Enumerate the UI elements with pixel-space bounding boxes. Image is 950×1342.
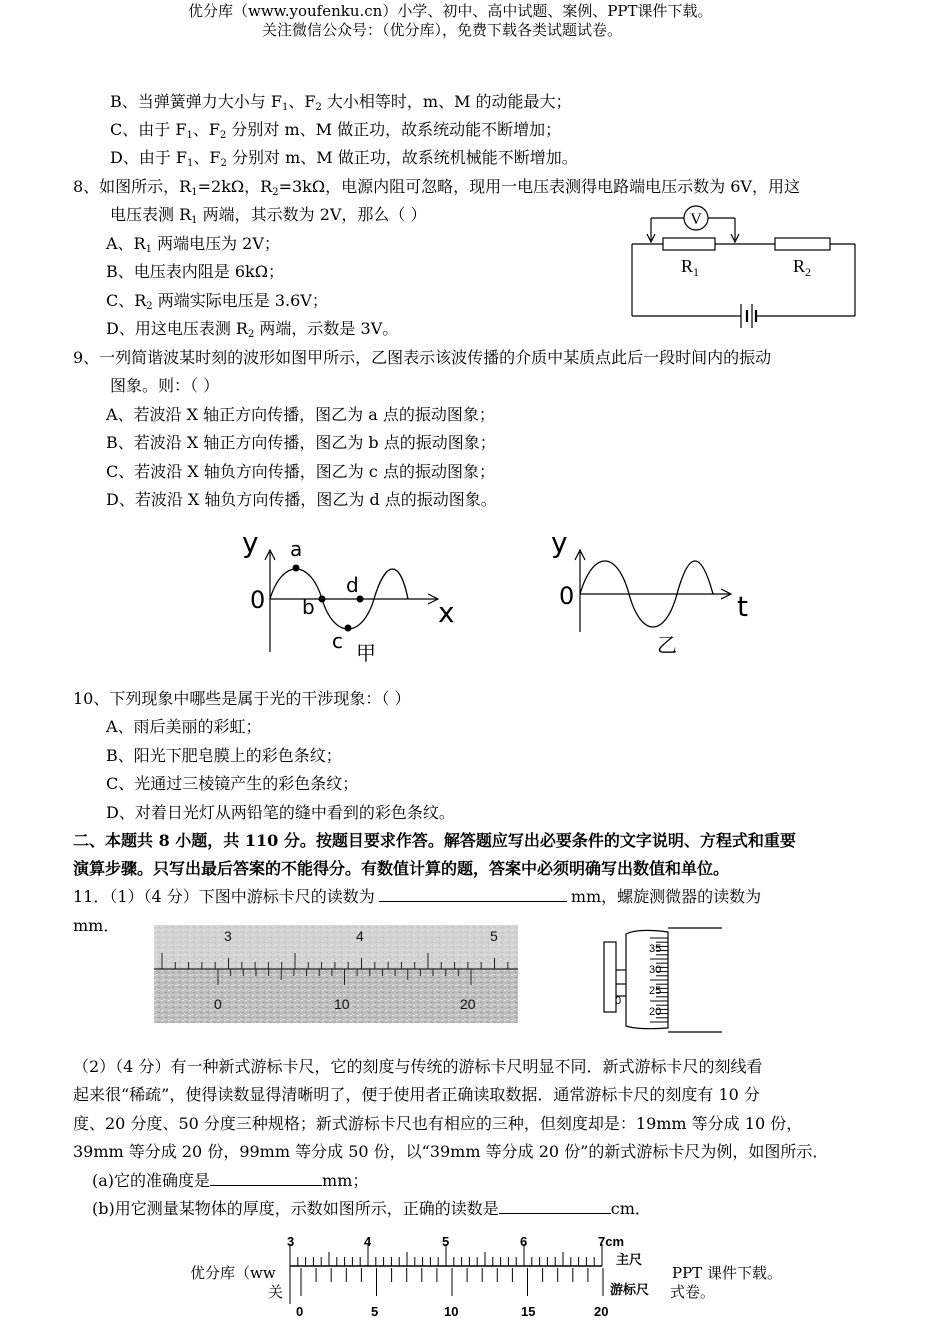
q10-stem: 10、下列现象中哪些是属于光的干涉现象：（ ） — [73, 689, 411, 708]
new-main-label-4: 4 — [364, 1234, 372, 1249]
answer-blank[interactable] — [379, 887, 567, 902]
point-a — [293, 565, 300, 572]
q10-option-b: B、阳光下肥皂膜上的彩色条纹； — [106, 746, 342, 765]
footer-line-1-left: 优分库（ww — [190, 1264, 276, 1282]
mic-label-20: 20 — [649, 1006, 662, 1018]
figure-name-yi: 乙 — [657, 633, 677, 657]
q8-stem-line-1: 8、如图所示，$R_1=2k\Omega$，$R_2=3k\Omega$，电源内阻可忽略，现用一电压表测得电路端电压示数为 6V，用这 — [73, 177, 800, 198]
wave-figure-jia — [232, 522, 472, 670]
header-line-1: 优分库（www.youfenku.cn）小学、初中、高中试题、案例、PPT课件下载。 — [188, 2, 713, 20]
label-a: a — [290, 537, 303, 561]
q11-stem-line-1: 11．（1）（4 分）下图中游标卡尺的读数为 mm，螺旋测微器的读数为 — [73, 887, 762, 906]
new-main-label-5: 5 — [442, 1234, 450, 1249]
q9-option-d: D、若波沿 X 轴负方向传播，图乙为 d 点的振动图象。 — [106, 490, 497, 509]
q9-stem-line-1: 9、一列简谐波某时刻的波形如图甲所示，乙图表示该波传播的介质中某质点此后一段时间内的振动 — [73, 348, 772, 367]
q8-option-c: C、$R_2$ 两端实际电压是 3.6V； — [106, 291, 328, 312]
main-label-3: 3 — [224, 928, 232, 944]
new-vernier-label-5: 5 — [371, 1304, 379, 1319]
figure-name-jia: 甲 — [356, 641, 376, 665]
resistor-r1 — [663, 238, 715, 250]
q9-option-a: A、若波沿 X 轴正方向传播，图乙为 a 点的振动图象； — [106, 405, 495, 424]
mic-label-30: 30 — [649, 964, 662, 976]
origin-label: 0 — [250, 586, 266, 614]
voltmeter-label: V — [690, 211, 702, 228]
main-label-4: 4 — [356, 928, 364, 944]
mic-label-0: 0 — [615, 995, 622, 1007]
new-main-label-7cm: 7cm — [598, 1234, 625, 1249]
axis-x-label: x — [438, 596, 455, 629]
axis-y-label: y — [242, 526, 259, 559]
q11-p2-line-1: （2）（4 分）有一种新式游标卡尺，它的刻度与传统的游标卡尺明显不同．新式游标卡尺的刻线看 — [73, 1057, 763, 1076]
micrometer-figure — [598, 924, 728, 1036]
q10-option-c: C、光通过三棱镜产生的彩色条纹； — [106, 774, 359, 793]
q9-option-c: C、若波沿 X 轴负方向传播，图乙为 c 点的振动图象； — [106, 462, 495, 481]
section-2-line-1: 二、本题共 8 小题，共 110 分。按题目要求作答。解答题应写出必要条件的文字说明、方程式和重要 — [73, 831, 796, 850]
vernier-label-0: 0 — [214, 996, 222, 1012]
q8-option-a: A、$R_1$ 两端电压为 2V； — [106, 234, 280, 255]
new-vernier-label-20: 20 — [594, 1304, 609, 1319]
vernier-caliper-figure — [154, 925, 518, 1023]
new-vernier-label-0: 0 — [296, 1304, 304, 1319]
origin-label: 0 — [559, 582, 575, 610]
mic-label-25: 25 — [649, 985, 662, 997]
footer-line-2-right: 式卷。 — [670, 1283, 716, 1301]
q11-p2-line-2: 起来很“稀疏”，使得读数显得清晰明了，便于使用者正确读取数据．通常游标卡尺的刻度有 10 分 — [73, 1085, 760, 1104]
main-label-5: 5 — [490, 928, 498, 944]
vernier-label-10: 10 — [334, 996, 350, 1012]
q11-question-b: (b)用它测量某物体的厚度，示数如图所示，正确的读数是 cm． — [92, 1199, 651, 1218]
q10-option-a: A、雨后美丽的彩虹； — [106, 717, 262, 736]
point-b — [319, 596, 326, 603]
section-2-line-2: 演算步骤。只写出最后答案的不能得分。有数值计算的题，答案中必须明确写出数值和单位。 — [73, 859, 730, 878]
battery-symbol — [741, 304, 756, 328]
footer-line-1-right: PPT 课件下载。 — [672, 1264, 782, 1282]
wave-figure-yi — [545, 522, 760, 670]
q11-question-a: (a)它的准确度是 mm； — [92, 1171, 369, 1190]
new-vernier-label-10: 10 — [444, 1304, 459, 1319]
q11-p2-line-4: 39mm 等分成 20 份，99mm 等分成 50 份，以“39mm 等分成 20 份”的新式游标卡尺为例，如图所示． — [73, 1142, 829, 1161]
label-b: b — [302, 595, 315, 619]
q11-stem-line-2: mm． — [73, 916, 120, 935]
resistor-r2 — [775, 238, 830, 250]
new-main-label-6: 6 — [520, 1234, 528, 1249]
q9-option-b: B、若波沿 X 轴正方向传播，图乙为 b 点的振动图象； — [106, 433, 496, 452]
vernier-label-20: 20 — [460, 996, 476, 1012]
r2-label: $R_2$ — [793, 256, 812, 279]
footer-line-2-left: 关 — [268, 1283, 284, 1301]
q7-option-d: D、由于 $F_1$、$F_2$ 分别对 m、M 做正功，故系统机械能不断增加。 — [110, 148, 578, 169]
circuit-diagram — [625, 200, 865, 332]
q8-option-d: D、用这电压表测 $R_2$ 两端，示数是 3V。 — [106, 319, 399, 340]
point-c — [345, 625, 352, 632]
answer-blank-b[interactable] — [499, 1199, 611, 1214]
vernier-scale-label: 游标尺 — [610, 1283, 650, 1298]
answer-blank-a[interactable] — [210, 1171, 322, 1186]
q9-stem-line-2: 图象。则：（ ） — [110, 376, 220, 395]
new-vernier-caliper-figure — [284, 1232, 664, 1324]
q8-option-b: B、电压表内阻是 6kΩ； — [106, 262, 284, 281]
main-scale-label: 主尺 — [616, 1253, 643, 1268]
new-vernier-label-15: 15 — [521, 1304, 536, 1319]
mic-label-35: 35 — [649, 943, 662, 955]
q7-option-c: C、由于 $F_1$、$F_2$ 分别对 m、M 做正功，故系统动能不断增加； — [110, 120, 562, 141]
r1-label: $R_1$ — [681, 256, 700, 279]
label-d: d — [346, 573, 359, 597]
header-line-2: 关注微信公众号：（优分库），免费下载各类试题试卷。 — [262, 21, 623, 39]
q8-stem-line-2: 电压表测 $R_1$ 两端，其示数为 2V，那么（ ） — [110, 205, 427, 226]
q10-option-d: D、对着日光灯从两铅笔的缝中看到的彩色条纹。 — [106, 803, 455, 822]
q11-p2-line-3: 度、20 分度、50 分度三种规格；新式游标卡尺也有相应的三种，但刻度却是：19mm 等分成 10 份， — [73, 1114, 803, 1133]
label-c: c — [332, 629, 343, 653]
q7-option-b: B、当弹簧弹力大小与 $F_1$、$F_2$ 大小相等时，m、M 的动能最大； — [110, 92, 572, 113]
axis-t-label: t — [737, 590, 748, 623]
new-main-label-3: 3 — [287, 1234, 295, 1249]
axis-y-label: y — [551, 526, 568, 559]
